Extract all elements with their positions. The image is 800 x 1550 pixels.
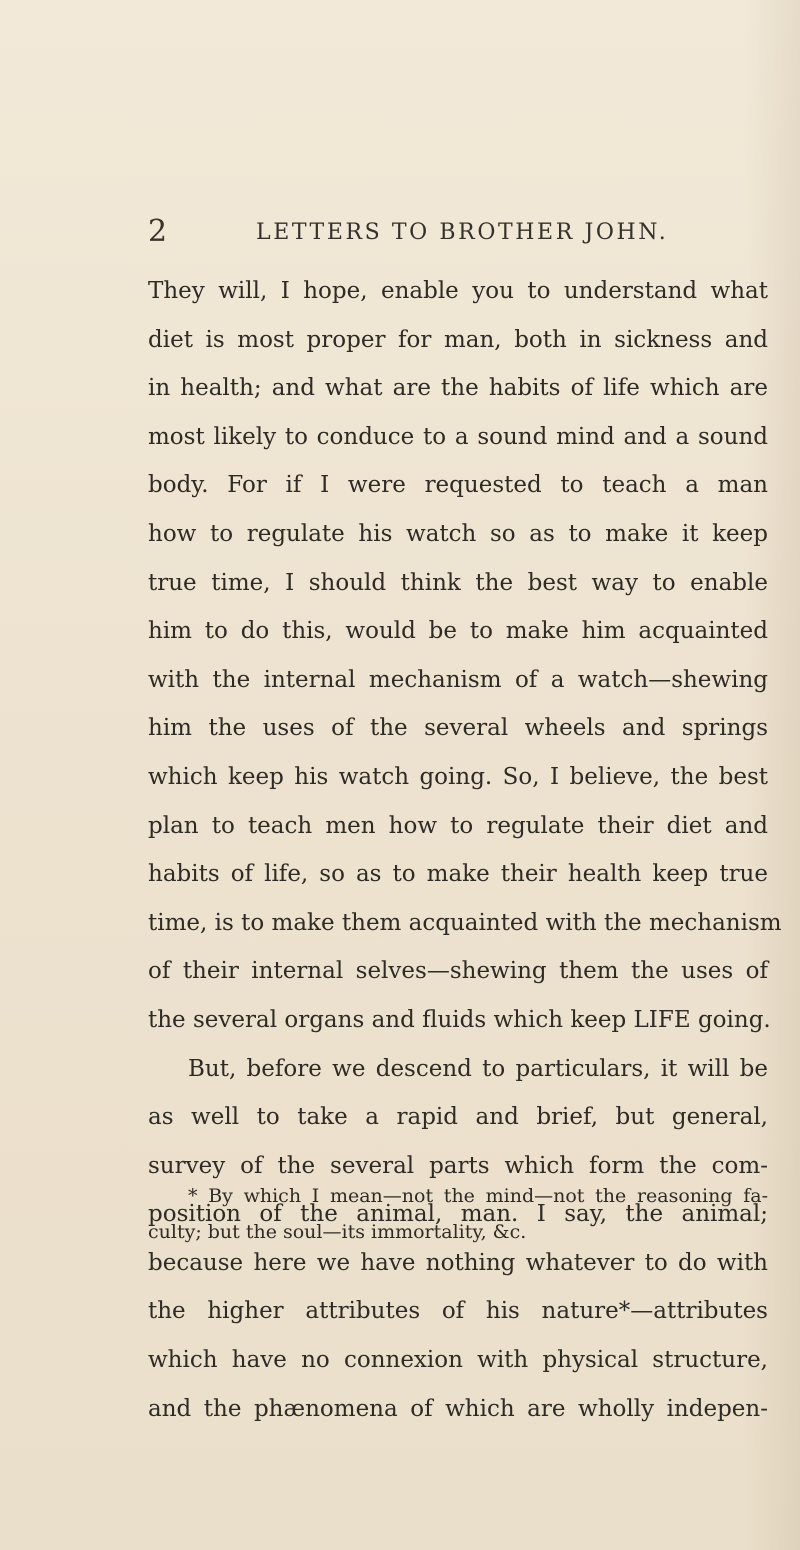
text-line: which keep his watch going. So, I believe, the best — [148, 763, 768, 790]
text-line: body. For if I were requested to teach a man — [148, 472, 768, 499]
text-line: because here we have nothing whatever to do with — [148, 1249, 768, 1276]
paragraph-1 — [148, 267, 782, 1045]
text-line: how to regulate his watch so as to make it keep — [148, 520, 768, 547]
text-line: They will, I hope, enable you to understand what — [148, 278, 768, 304]
text-line: plan to teach men how to regulate their diet and — [148, 812, 768, 839]
footnote-line: * By which I mean—not the mind—not the reasoning fa- — [188, 1185, 768, 1207]
text-line: true time, I should think the best way to enable — [148, 569, 768, 596]
text-line: with the internal mechanism of a watch—shewing — [148, 666, 768, 693]
text-line: as well to take a rapid and brief, but general, — [148, 1104, 768, 1131]
text-line: diet is most proper for man, both in sickness and — [148, 326, 768, 353]
text-line: of their internal selves—shewing them the uses of — [148, 958, 768, 985]
text-line: position of the animal, man. I say, the animal; — [148, 1201, 768, 1228]
text-line: him the uses of the several wheels and springs — [148, 715, 768, 742]
text-line: him to do this, would be to make him acquainted — [148, 618, 768, 645]
page-number: 2 — [148, 214, 168, 249]
page-header — [0, 212, 800, 252]
text-line: But, before we descend to particulars, it will be — [188, 1055, 768, 1082]
text-line: habits of life, so as to make their health keep true — [148, 861, 768, 888]
text-line: which have no connexion with physical structure, — [148, 1347, 768, 1374]
running-title: LETTERS TO BROTHER JOHN. — [256, 220, 669, 245]
text-line: in health; and what are the habits of life which are — [148, 375, 768, 402]
text-line: most likely to conduce to a sound mind and a sound — [148, 423, 768, 450]
body-text — [148, 267, 782, 1433]
text-line: and the phænomena of which are wholly indepen- — [148, 1395, 768, 1422]
text-line: survey of the several parts which form the com- — [148, 1152, 768, 1179]
text-line: the higher attributes of his nature*—attributes — [148, 1298, 768, 1325]
footnote — [148, 1178, 768, 1250]
text-line: the several organs and fluids which keep LIFE going. — [148, 1006, 771, 1033]
text-line: time, is to make them acquainted with the mechanism — [148, 909, 782, 936]
footnote-line: culty; but the soul—its immortality, &c. — [148, 1221, 527, 1243]
